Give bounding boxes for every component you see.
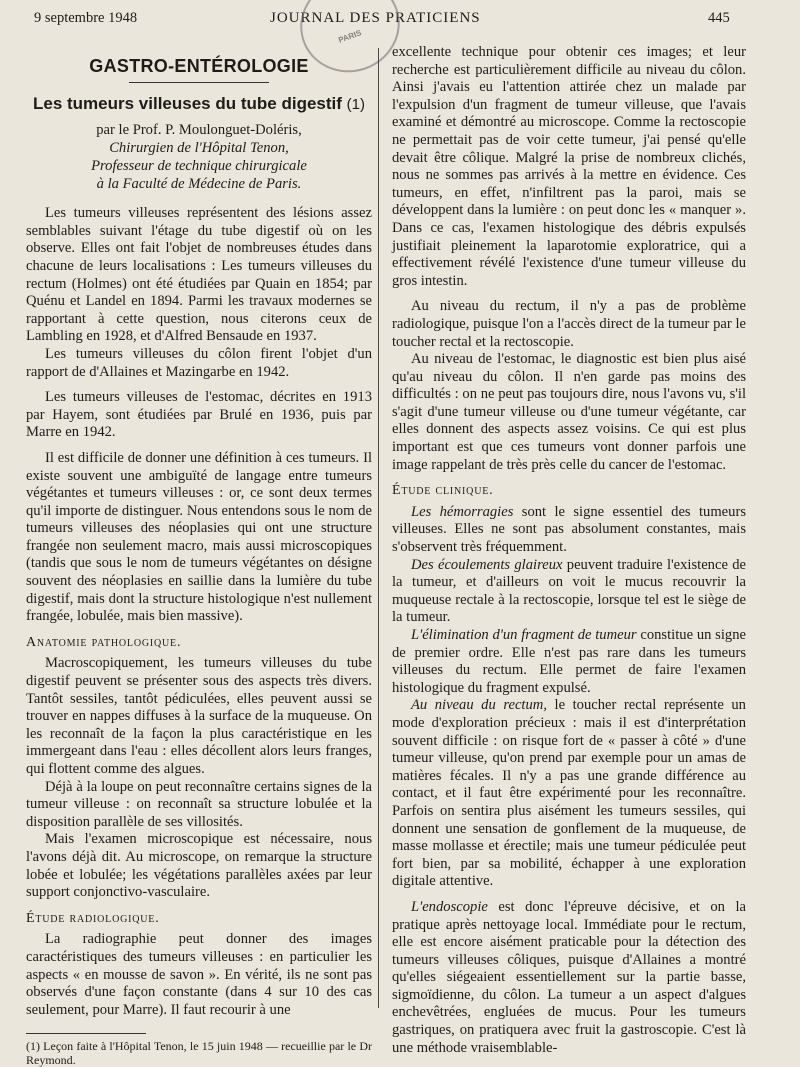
paragraph: Mais l'examen microscopique est nécessaire, nous l'avons déjà dit. Au microscope, on remarque la structure lobée et lobulée; les végétations parallèles axées par leur support conjonctivo-vasculaire.: [26, 831, 372, 901]
paragraph: Les tumeurs villeuses du côlon firent l'objet d'un rapport de d'Allaines et Mazingarbe en 1942.: [26, 345, 372, 380]
affiliation-line: à la Faculté de Médecine de Paris.: [96, 176, 302, 193]
author-line: par le Prof. P. Moulonguet-Doléris,: [96, 122, 302, 139]
section-rule: [129, 82, 269, 83]
paragraph: Au niveau de l'estomac, le diagnostic est bien plus aisé qu'au niveau du côlon. Il n'en garde pas moins des difficultés : on ne peut pas toujours dire, nous l'avons vu, s'il s'agit d'une tumeur villeuse ou d'une tumeur végétante, car elles donnent des aspects assez voisins. Ce qui est plus important est que ces tumeurs vont donner parfois une image rappelant de très près celle du cancer de l'estomac.: [392, 351, 746, 473]
paragraph: Il est difficile de donner une définition à ces tumeurs. Il existe souvent une ambiguïté de langage entre tumeurs végétantes et tumeurs villeuses : or, ce sont deux termes qu'il importe de distinguer. Nous entendons sous le nom de tumeurs villeuses des néoplasies qui ont une structure frangée non seulement macro, mais aussi microscopiques (tandis que sous le nom de tumeurs végétantes on désigne souvent des néoplasies en saillie dans la lumière du tube digestif, mais dont la structure histologique n'est nullement frangée, lobulée, mais bien massive).: [26, 449, 372, 625]
subheading-anatomy: Anatomie pathologique.: [26, 634, 182, 650]
paragraph: Macroscopiquement, les tumeurs villeuses du tube digestif peuvent se présenter sous des aspects très divers. Tantôt sessiles, tantôt pédiculées, elles peuvent aussi se trouver en nappes diffuses à la surface de la muqueuse. On les reconnaît de la façon la plus caractéristique en les immergeant dans l'eau : elles décollent alors leurs franges, qui flottent comme des algues.: [26, 655, 372, 777]
paragraph-text: est donc l'épreuve décisive, et on la pratique après nettoyage local. Immédiate pour le rectum, elle est encore aisément praticable pour la détection des tumeurs villeuses côliques, puisque d'Allaines a montré qu'elles siégeaient essentiellement sur la partie basse, sigmoïdienne, du côlon. La tumeur a un aspect d'algues enchevêtrées, engluées de mucus. Pour les tumeurs gastriques, on pratiquera avec fruit la gastroscopie. C'est là une méthode vraisemblable-: [392, 898, 746, 1056]
left-column: [26, 52, 372, 1067]
paragraph: La radiographie peut donner des images caractéristiques des tumeurs villeuses : en particulier les aspects « en mousse de savon ». En vérité, ils ne sont pas observés d'une façon constante (dans 4 sur 10 des cas seulement, pour Marre). Il faut recourir à une: [26, 931, 372, 1018]
paragraph-lead: Au niveau du rectum,: [410, 697, 547, 714]
paragraph: Les tumeurs villeuses représentent des lésions assez semblables suivant l'étage du tube digestif où on les observe. Elles ont fait l'objet de nombreuses études dans chacune de leurs localisations : Les tumeurs villeuses du rectum (Holmes) ont été étudiées par Quain en 1854; par Quénu et Landel en 1894. Parmi les travaux modernes se rapportant à cette question, nous citerons ceux de Lambling en 1928, et d'Alfred Bensaude en 1937.: [26, 205, 372, 345]
right-column: [392, 44, 746, 1057]
footnote: (1) Leçon faite à l'Hôpital Tenon, le 15 juin 1948 — recueillie par le Dr Reymond.: [26, 1039, 372, 1067]
paragraph: [392, 557, 746, 627]
title-footnote-mark: (1): [346, 95, 365, 113]
header-journal-title: JOURNAL DES PRATICIENS: [270, 10, 481, 26]
paragraph-text: sont le signe essentiel des tumeurs villeuses. Elles ne sont pas absolument constantes, mais s'observent très fréquemment.: [392, 503, 746, 556]
paragraph: [392, 627, 746, 697]
affiliation-line: Professeur de technique chirurgicale: [91, 158, 307, 175]
paragraph: [392, 899, 746, 1057]
footnote-rule: [26, 1033, 146, 1034]
paragraph-lead: Des écoulements glaireux: [410, 556, 563, 573]
paragraph-lead: L'endoscopie: [410, 898, 488, 915]
subheading-radiology: Étude radiologique.: [26, 910, 160, 926]
paragraph: excellente technique pour obtenir ces images; et leur recherche est particulièrement difficile au niveau du côlon. Ainsi j'avais eu l'attention attirée chez un malade par l'expulsion d'un fragment de tumeur villeuse, que l'avais examiné et démontré au microscope. Comme la rectoscopie ne permettait pas de voir cette tumeur, j'ai pensé qu'elle devait être côlique. Malgré la prise de nombreux clichés, nous ne sommes pas arrivés à la mettre en évidence. Ces tumeurs, en effet, n'infiltrent pas la paroi, mais se développent dans la lumière : on peut donc les « manquer ». Dans ce cas, l'examen histologique des débris expulsés justifiait pleinement la laparotomie exploratrice, qui a effectivement révélé l'existence d'une tumeur villeuse du gros intestin.: [392, 44, 746, 289]
paragraph: Les tumeurs villeuses de l'estomac, décrites en 1913 par Hayem, sont étudiées par Brulé en 1936, puis par Marre en 1942.: [26, 389, 372, 441]
paragraph-text: peuvent traduire l'existence de la tumeur, et d'ailleurs on voit le mucus recouvrir la muqueuse rectale à la rectoscopie, lorsque tel est le siège de la tumeur.: [392, 556, 746, 626]
paragraph: Au niveau du rectum, il n'y a pas de problème radiologique, puisque l'on a l'accès direct de la tumeur par le toucher rectal et la rectoscopie.: [392, 298, 746, 350]
paragraph-lead: L'élimination d'un fragment de tumeur: [410, 627, 637, 643]
subheading-clinical: Étude clinique.: [392, 483, 494, 499]
header-date: 9 septembre 1948: [34, 10, 138, 26]
paragraph-lead: Les hémorragies: [410, 503, 514, 520]
paragraph-text: constitue un signe de premier ordre. Elle n'est pas rare dans les tumeurs villeuses du rectum. Elle permet de faire l'examen histologique du fragment expulsé.: [392, 627, 746, 696]
article-title: [26, 95, 372, 114]
column-divider: [378, 48, 379, 1008]
paragraph: [392, 504, 746, 557]
paragraph: [392, 697, 746, 891]
affiliation-line: Chirurgien de l'Hôpital Tenon,: [109, 140, 289, 157]
header-page-number: 445: [708, 10, 730, 26]
paragraph-text: le toucher rectal représente un mode d'exploration précieux : mais il est d'interprétation souvent difficile : on risque fort de « passer à côté » d'une tumeur villeuse, qu'on prend par exemple pour un amas de matières fécales. Il n'y a pas une grande différence au contact, et il faut être expérimenté pour les reconnaître. Parfois on sentira plus aisément les tumeurs sessiles, qui donnent une sensation de gonflement de la muqueuse, de masse mollasse et érectile; mais une tumeur pédiculée peut fort bien, par sa mobilité, échapper à une exploration digitale attentive.: [392, 697, 746, 890]
section-title: GASTRO-ENTÉROLOGIE: [89, 56, 309, 76]
paragraph: Déjà à la loupe on peut reconnaître certains signes de la tumeur villeuse : on reconnaît sa structure lobulée et la disposition parallèle de ses villosités.: [26, 778, 372, 830]
article-title-text: Les tumeurs villeuses du tube digestif: [33, 93, 342, 113]
stamp-text: PARIS: [337, 28, 363, 45]
